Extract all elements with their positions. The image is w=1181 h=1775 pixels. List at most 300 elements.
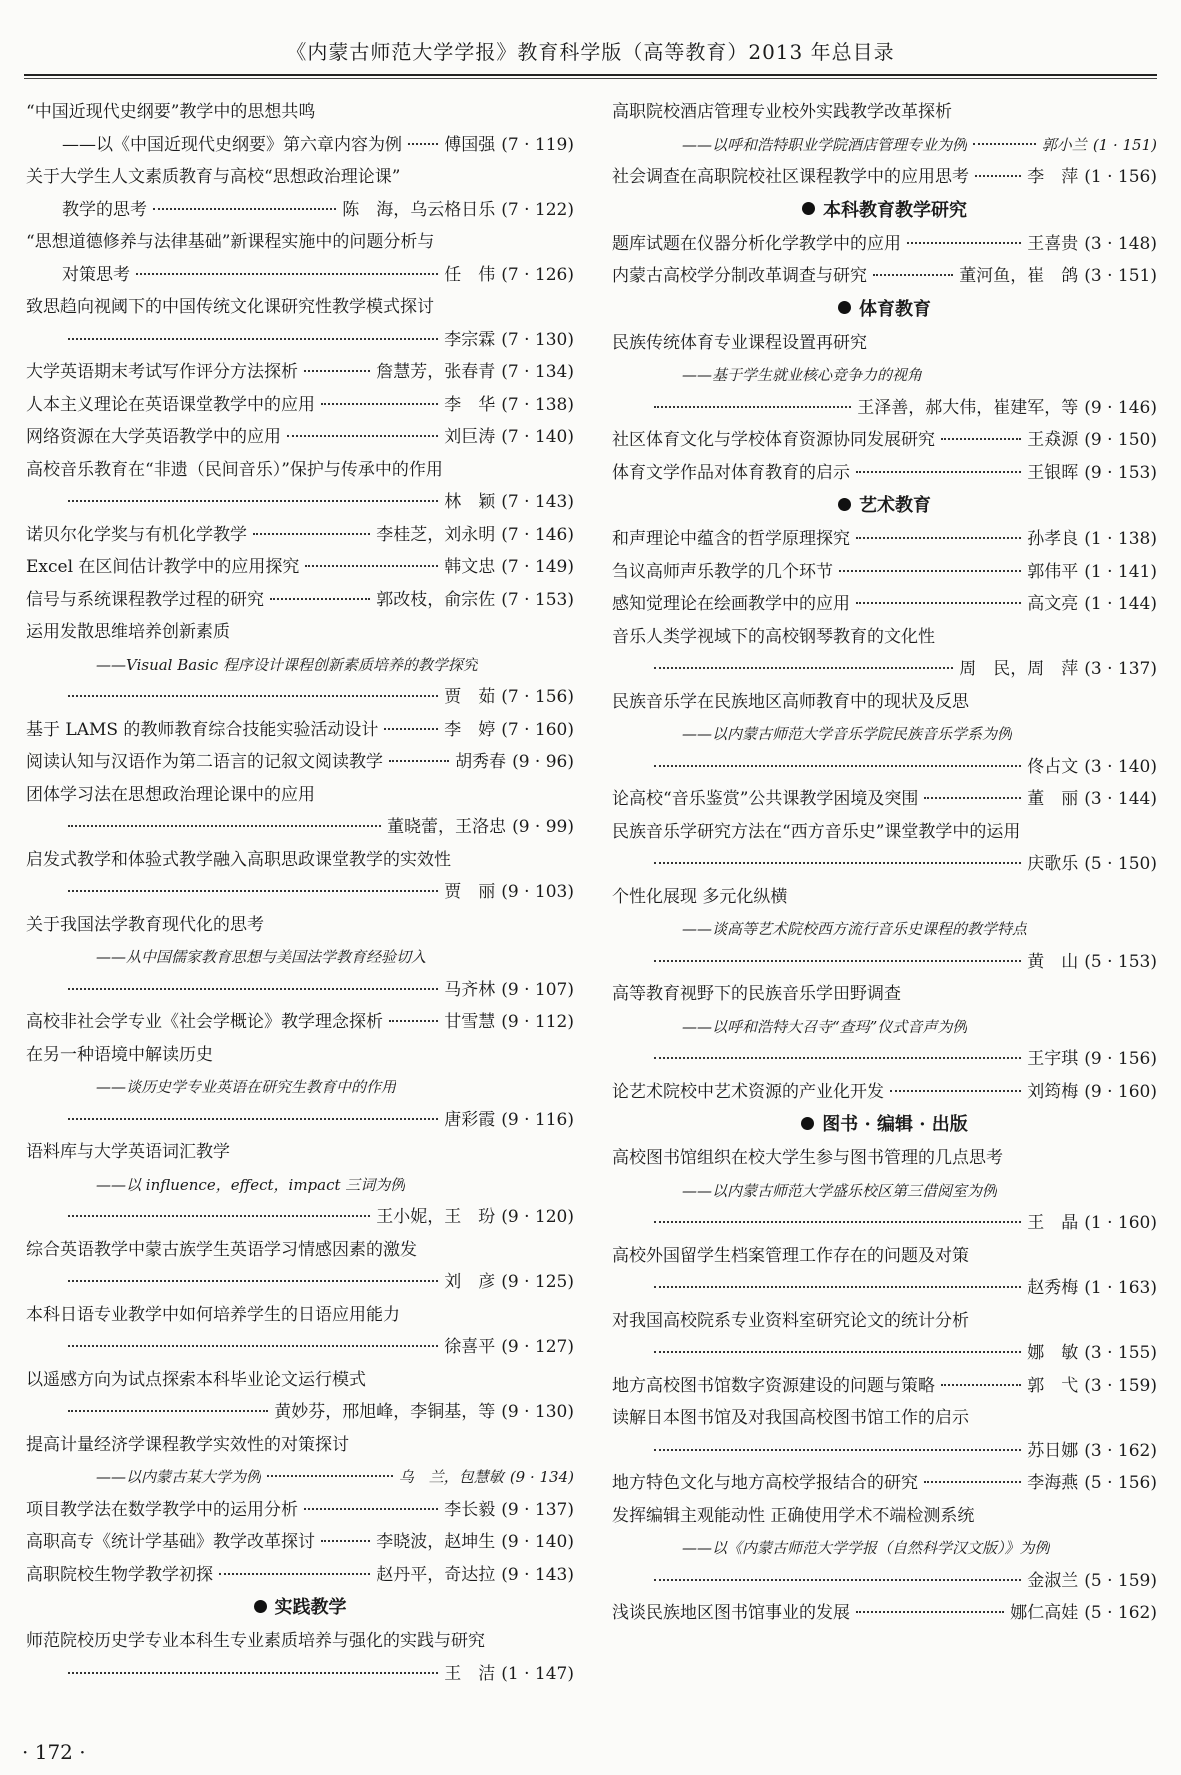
entry-page-ref: (7 · 146)	[501, 524, 574, 545]
entry-title: 高校图书馆组织在校大学生参与图书管理的几点思考	[612, 1148, 1003, 1168]
entry-title: 致思趋向视阈下的中国传统文化课研究性教学模式探讨	[26, 297, 434, 317]
entry-page-ref: (7 · 140)	[501, 427, 574, 447]
entry-author: 赵秀梅	[1027, 1278, 1079, 1298]
entry-page-ref: (1 · 144)	[1084, 594, 1157, 614]
entry-title-line	[612, 588, 1157, 621]
entry-title-line	[612, 1597, 1157, 1630]
entry-page-ref: (9 · 134)	[509, 1468, 574, 1486]
right-column	[612, 96, 1157, 1630]
leader-dots	[654, 1449, 1021, 1451]
entry-author: 王小妮，王 玢	[376, 1207, 496, 1227]
entry-author: 王猋源	[1027, 430, 1079, 450]
toc-entry[interactable]	[26, 1526, 574, 1559]
entry-title: 对我国高校院系专业资料室研究论文的统计分析	[612, 1310, 969, 1331]
journal-header: 《内蒙古师范大学学报》教育科学版（高等教育）2013 年总目录	[286, 40, 895, 64]
entry-title-line	[26, 519, 574, 552]
leader-dots	[907, 242, 1021, 244]
entry-page-ref: (7 · 160)	[501, 719, 574, 740]
entry-title: 信号与系统课程教学过程的研究	[26, 589, 264, 610]
entry-page-ref: (3 · 137)	[1084, 659, 1157, 679]
entry-title-line	[26, 1039, 574, 1072]
leader-dots	[68, 500, 438, 502]
leader-dots	[941, 1384, 1021, 1386]
leader-dots	[287, 435, 438, 437]
leader-dots	[890, 1090, 1021, 1092]
toc-entry[interactable]	[26, 779, 574, 844]
entry-title-line	[26, 1429, 574, 1462]
entry-title: 民族音乐学研究方法在“西方音乐史”课堂教学中的运用	[612, 821, 1021, 842]
entry-title: 高职院校酒店管理专业校外实践教学改革探析	[612, 102, 952, 122]
entry-page-ref: (7 · 134)	[501, 362, 574, 382]
entry-title-line	[612, 392, 1157, 425]
entry-subtitle: ——基于学生就业核心竞争力的视角	[682, 366, 923, 384]
leader-dots	[654, 1286, 1021, 1288]
leader-dots	[389, 760, 449, 762]
entry-title-line	[26, 1559, 574, 1592]
entry-title: 团体学习法在思想政治理论课中的应用	[26, 784, 315, 805]
entry-title-line	[612, 946, 1157, 979]
leader-dots	[68, 1672, 438, 1674]
entry-page-ref: (7 · 130)	[501, 329, 574, 350]
entry-page-ref: (3 · 162)	[1084, 1440, 1157, 1461]
entry-title-line	[26, 1526, 574, 1559]
section-heading	[26, 1591, 574, 1625]
toc-entry[interactable]	[26, 1234, 574, 1299]
entry-title-line	[612, 978, 1157, 1011]
toc-entry[interactable]	[26, 1299, 574, 1364]
section-heading	[612, 489, 1157, 523]
entry-title-line	[26, 746, 574, 779]
toc-entry[interactable]	[612, 1402, 1157, 1467]
leader-dots	[973, 143, 1036, 145]
toc-entry[interactable]	[612, 588, 1157, 621]
entry-author: 郭改枝，俞宗佐	[376, 589, 496, 610]
entry-title-line	[26, 1396, 574, 1429]
entry-author: 郭伟平	[1027, 561, 1079, 582]
entry-author: 郭小兰	[1041, 135, 1087, 154]
leader-dots	[68, 1215, 370, 1217]
leader-dots	[654, 862, 1021, 864]
toc-entry[interactable]	[26, 1429, 574, 1494]
entry-subtitle: ——以内蒙古师范大学音乐学院民族音乐学系为例	[682, 725, 1013, 743]
leader-dots	[68, 890, 438, 892]
entry-title-line	[612, 1565, 1157, 1598]
entry-title: 高校音乐教育在“非遗（民间音乐）”保护与传承中的作用	[26, 459, 443, 480]
entry-title: 本科日语专业教学中如何培养学生的日语应用能力	[26, 1304, 400, 1325]
entry-title-line	[26, 194, 574, 227]
entry-title-line	[26, 1299, 574, 1332]
entry-title-line	[26, 96, 574, 129]
entry-author: 黄 山	[1027, 951, 1079, 972]
section-title: 本科教育教学研究	[823, 199, 967, 221]
entry-page-ref: (9 · 130)	[501, 1402, 574, 1422]
toc-entry[interactable]	[612, 1142, 1157, 1240]
entry-subtitle: ——谈高等艺术院校西方流行音乐史课程的教学特点	[682, 920, 1028, 938]
entry-title: 语料库与大学英语词汇教学	[26, 1142, 230, 1162]
leader-dots	[153, 208, 336, 210]
header-rule	[24, 74, 1157, 76]
leader-dots	[270, 598, 370, 600]
entry-title: 大学英语期末考试写作评分方法探析	[26, 362, 298, 382]
entry-title-line	[26, 421, 574, 454]
entry-author: 孙孝良	[1027, 529, 1079, 549]
entry-title-line	[26, 1658, 574, 1691]
toc-entry[interactable]	[26, 356, 574, 389]
entry-title-line	[612, 686, 1157, 719]
entry-title: ——以《中国近现代史纲要》第六章内容为例	[62, 134, 402, 155]
leader-dots	[68, 988, 438, 990]
entry-title: 刍议高师声乐教学的几个环节	[612, 561, 833, 582]
toc-entry[interactable]	[612, 327, 1157, 425]
entry-author: 金淑兰	[1027, 1570, 1079, 1591]
toc-entry[interactable]	[26, 746, 574, 779]
entry-title-line	[612, 783, 1157, 816]
entry-author: 庆歌乐	[1027, 854, 1079, 874]
entry-subtitle-line	[612, 1532, 1157, 1565]
entry-title: 社区体育文化与学校体育资源协同发展研究	[612, 430, 935, 450]
entry-page-ref: (7 · 122)	[501, 199, 574, 220]
entry-author: 王银晖	[1027, 462, 1079, 483]
toc-entry[interactable]	[26, 226, 574, 291]
section-heading	[612, 1108, 1157, 1142]
leader-dots	[408, 143, 438, 145]
toc-entry[interactable]	[26, 714, 574, 747]
entry-title-line	[26, 909, 574, 942]
leader-dots	[304, 1508, 438, 1510]
entry-page-ref: (5 · 150)	[1084, 854, 1157, 874]
leader-dots	[654, 667, 953, 669]
leader-dots	[924, 797, 1021, 799]
entry-title-line	[26, 1625, 574, 1658]
entry-title-line	[612, 327, 1157, 360]
leader-dots	[304, 370, 370, 372]
entry-page-ref: (5 · 153)	[1084, 951, 1157, 972]
entry-title: 高职院校生物学教学初探	[26, 1564, 213, 1585]
entry-title: 浅谈民族地区图书馆事业的发展	[612, 1603, 850, 1623]
entry-page-ref: (9 · 150)	[1084, 430, 1157, 450]
entry-page-ref: (5 · 162)	[1084, 1603, 1157, 1623]
toc-entry[interactable]	[26, 844, 574, 909]
entry-page-ref: (9 · 146)	[1084, 397, 1157, 418]
toc-entry[interactable]	[26, 551, 574, 584]
toc-entry[interactable]	[612, 260, 1157, 293]
entry-title: 个性化展现 多元化纵横	[612, 886, 788, 907]
entry-title-line	[26, 1201, 574, 1234]
entry-author: 娜 敏	[1027, 1343, 1079, 1363]
entry-subtitle-line	[26, 1461, 574, 1494]
entry-page-ref: (9 · 107)	[501, 979, 574, 1000]
toc-entry[interactable]	[612, 161, 1157, 194]
toc-entry[interactable]	[612, 228, 1157, 261]
leader-dots	[68, 1280, 438, 1282]
entry-title-line	[612, 1207, 1157, 1240]
entry-author: 周 民，周 萍	[959, 659, 1079, 679]
entry-title: 地方特色文化与地方高校学报结合的研究	[612, 1473, 918, 1493]
leader-dots	[654, 1351, 1021, 1353]
entry-author: 贾 丽	[444, 882, 496, 902]
entry-page-ref: (9 · 125)	[501, 1272, 574, 1292]
entry-title-line	[26, 226, 574, 259]
entry-page-ref: (9 · 127)	[501, 1337, 574, 1357]
toc-entry[interactable]	[612, 96, 1157, 161]
entry-title: 高校非社会学专业《社会学概论》教学理念探析	[26, 1012, 383, 1032]
entry-title-line	[26, 844, 574, 877]
leader-dots	[321, 403, 438, 405]
section-title: 实践教学	[274, 1597, 347, 1618]
entry-page-ref: (1 · 138)	[1084, 529, 1157, 549]
entry-subtitle-line	[612, 129, 1157, 162]
entry-page-ref: (3 · 151)	[1084, 266, 1157, 286]
entry-page-ref: (9 · 96)	[512, 752, 574, 772]
leader-dots	[654, 765, 1021, 767]
entry-title-line	[612, 457, 1157, 490]
toc-entry[interactable]	[26, 421, 574, 454]
entry-page-ref: (7 · 156)	[501, 687, 574, 707]
entry-title-line	[26, 714, 574, 747]
entry-title-line	[26, 291, 574, 324]
entry-title-line	[612, 1500, 1157, 1533]
toc-entry[interactable]	[612, 686, 1157, 784]
leader-dots	[856, 1611, 1004, 1613]
entry-author: 李桂芝，刘永明	[376, 524, 496, 545]
entry-page-ref: (9 · 112)	[501, 1012, 574, 1032]
toc-entry[interactable]	[26, 616, 574, 714]
leader-dots	[654, 1579, 1021, 1581]
entry-title-line	[26, 1494, 574, 1527]
entry-title-line	[26, 1364, 574, 1397]
leader-dots	[654, 406, 851, 408]
entry-author: 王泽善，郝大伟，崔建军，等	[857, 397, 1079, 418]
leader-dots	[68, 338, 438, 340]
toc-entry[interactable]	[26, 291, 574, 356]
entry-author: 李 萍	[1027, 167, 1079, 187]
entry-author: 李宗霖	[444, 329, 496, 350]
entry-author: 李 华	[444, 394, 496, 415]
toc-entry[interactable]	[26, 1625, 574, 1690]
leader-dots	[654, 960, 1021, 962]
section-heading	[612, 194, 1157, 228]
toc-entry[interactable]	[26, 1039, 574, 1137]
toc-entry[interactable]	[26, 1364, 574, 1429]
bullet-icon	[838, 301, 851, 314]
entry-title: 论高校“音乐鉴赏”公共课教学困境及突围	[612, 789, 919, 809]
entry-author: 徐喜平	[444, 1337, 496, 1357]
entry-author: 刘 彦	[444, 1272, 496, 1292]
entry-title-line	[612, 523, 1157, 556]
entry-title: 师范院校历史学专业本科生专业素质培养与强化的实践与研究	[26, 1631, 485, 1651]
toc-entry[interactable]	[612, 1370, 1157, 1403]
entry-title-line	[612, 816, 1157, 849]
toc-entry[interactable]	[26, 96, 574, 161]
toc-entry[interactable]	[612, 783, 1157, 816]
entry-title: 关于我国法学教育现代化的思考	[26, 914, 264, 935]
entry-title: 和声理论中蕴含的哲学原理探究	[612, 529, 850, 549]
left-column	[26, 96, 574, 1690]
entry-page-ref: (1 · 163)	[1084, 1278, 1157, 1298]
entry-title-line	[26, 1266, 574, 1299]
entry-author: 董晓蕾，王洛忠	[387, 817, 507, 837]
entry-title: 内蒙古高校学分制改革调查与研究	[612, 266, 867, 286]
leader-dots	[384, 728, 438, 730]
entry-subtitle-line	[612, 718, 1157, 751]
entry-page-ref: (9 · 99)	[512, 817, 574, 837]
entry-subtitle-line	[26, 649, 574, 682]
entry-subtitle-line	[612, 913, 1157, 946]
entry-author: 王 洁	[444, 1663, 496, 1684]
entry-page-ref: (7 · 149)	[501, 557, 574, 577]
entry-page-ref: (3 · 140)	[1084, 756, 1157, 777]
entry-author: 刘筠梅	[1027, 1081, 1079, 1102]
entry-title-line	[612, 1467, 1157, 1500]
entry-subtitle: ——以内蒙古师范大学盛乐校区第三借阅室为例	[682, 1181, 998, 1200]
entry-page-ref: (1 · 156)	[1084, 167, 1157, 187]
entry-title-line	[26, 129, 574, 162]
entry-page-ref: (1 · 151)	[1092, 135, 1157, 154]
entry-title: 综合英语教学中蒙古族学生英语学习情感因素的激发	[26, 1239, 417, 1260]
entry-subtitle-line	[612, 359, 1157, 392]
entry-title: 高等教育视野下的民族音乐学田野调查	[612, 984, 901, 1004]
entry-title-line	[612, 556, 1157, 589]
toc-entry[interactable]	[612, 1500, 1157, 1598]
section-title: 艺术教育	[859, 495, 931, 516]
entry-title-line	[612, 1337, 1157, 1370]
entry-title-line	[612, 1370, 1157, 1403]
leader-dots	[321, 1540, 370, 1542]
entry-page-ref: (3 · 144)	[1084, 789, 1157, 809]
entry-title-line	[26, 389, 574, 422]
entry-author: 马齐林	[444, 979, 496, 1000]
toc-entry[interactable]	[612, 1467, 1157, 1500]
toc-entry[interactable]	[612, 424, 1157, 457]
leader-dots	[68, 1345, 438, 1347]
entry-title-line	[612, 1305, 1157, 1338]
leader-dots	[267, 1475, 393, 1477]
entry-title: 人本主义理论在英语课堂教学中的应用	[26, 394, 315, 415]
entry-subtitle: ——以呼和浩特大召寺“查玛”仪式音声为例	[682, 1017, 968, 1036]
entry-title-line	[26, 584, 574, 617]
entry-author: 李晓波，赵坤生	[376, 1532, 496, 1552]
toc-entry[interactable]	[612, 621, 1157, 686]
entry-page-ref: (9 · 143)	[501, 1564, 574, 1585]
entry-title-line	[612, 424, 1157, 457]
toc-entry[interactable]	[612, 1076, 1157, 1109]
entry-title-line	[612, 161, 1157, 194]
entry-author: 李长毅	[444, 1499, 496, 1520]
entry-title-line	[612, 621, 1157, 654]
entry-title-line	[612, 881, 1157, 914]
entry-title-line	[612, 653, 1157, 686]
entry-title-line	[26, 616, 574, 649]
entry-title-line	[26, 486, 574, 519]
leader-dots	[839, 570, 1021, 572]
toc-entry[interactable]	[612, 1240, 1157, 1305]
entry-page-ref: (5 · 156)	[1084, 1473, 1157, 1493]
entry-subtitle-line	[26, 1169, 574, 1202]
entry-subtitle-line	[612, 1011, 1157, 1044]
entry-author: 王 晶	[1027, 1213, 1079, 1233]
entry-author: 王喜贵	[1027, 233, 1079, 254]
entry-title-line	[26, 876, 574, 909]
leader-dots	[873, 274, 953, 276]
entry-title: 关于大学生人文素质教育与高校“思想政治理论课”	[26, 167, 401, 187]
toc-entry[interactable]	[612, 523, 1157, 556]
entry-title-line	[26, 779, 574, 812]
leader-dots	[924, 1481, 1021, 1483]
toc-entry[interactable]	[612, 816, 1157, 881]
entry-page-ref: (7 · 143)	[501, 492, 574, 512]
toc-entry[interactable]	[612, 1305, 1157, 1370]
entry-title-line	[612, 260, 1157, 293]
toc-entry[interactable]	[612, 978, 1157, 1076]
entry-author: 贾 茹	[444, 687, 496, 707]
entry-author: 胡秀春	[455, 752, 507, 772]
entry-subtitle: ——以呼和浩特职业学院酒店管理专业为例	[682, 135, 968, 154]
entry-author: 韩文忠	[444, 557, 496, 577]
entry-title-line	[26, 974, 574, 1007]
leader-dots	[68, 825, 381, 827]
entry-title-line	[612, 1402, 1157, 1435]
toc-entry[interactable]	[26, 1136, 574, 1234]
entry-page-ref: (7 · 119)	[501, 134, 574, 155]
entry-author: 李 婷	[444, 719, 496, 740]
entry-title: 以遥感方向为试点探索本科毕业论文运行模式	[26, 1369, 366, 1390]
bullet-icon	[254, 1600, 267, 1613]
section-heading	[612, 293, 1157, 327]
entry-subtitle: ——以《内蒙古师范大学学报（自然科学汉文版）》为例	[682, 1539, 1050, 1557]
entry-page-ref: (9 · 116)	[501, 1109, 574, 1130]
toc-entry[interactable]	[26, 1494, 574, 1527]
toc-entry[interactable]	[26, 454, 574, 519]
toc-entry[interactable]	[26, 584, 574, 617]
entry-title: 基于 LAMS 的教师教育综合技能实验活动设计	[26, 719, 379, 740]
toc-entry[interactable]	[26, 389, 574, 422]
toc-entry[interactable]	[26, 1006, 574, 1039]
toc-entry[interactable]	[612, 881, 1157, 979]
entry-title-line	[612, 751, 1157, 784]
entry-subtitle-line	[612, 1175, 1157, 1208]
entry-title-line	[612, 228, 1157, 261]
entry-title-line	[26, 1006, 574, 1039]
entry-title: 阅读认知与汉语作为第二语言的记叙文阅读教学	[26, 752, 383, 772]
toc-entry[interactable]	[26, 519, 574, 552]
entry-author: 甘雪慧	[444, 1012, 496, 1032]
toc-entry[interactable]	[26, 1559, 574, 1592]
toc-entry[interactable]	[612, 457, 1157, 490]
entry-page-ref: (9 · 156)	[1084, 1049, 1157, 1069]
entry-title: 感知觉理论在绘画教学中的应用	[612, 594, 850, 614]
leader-dots	[654, 1057, 1021, 1059]
leader-dots	[219, 1573, 370, 1575]
leader-dots	[856, 537, 1021, 539]
entry-title-line	[26, 161, 574, 194]
entry-author: 陈 海，乌云格日乐	[342, 199, 496, 220]
entry-page-ref: (7 · 138)	[501, 394, 574, 415]
entry-title: 题库试题在仪器分析化学教学中的应用	[612, 233, 901, 254]
toc-entry[interactable]	[612, 556, 1157, 589]
leader-dots	[68, 695, 438, 697]
entry-title: 对策思考	[62, 264, 130, 285]
entry-author: 王宇琪	[1027, 1049, 1079, 1069]
entry-page-ref: (1 · 160)	[1084, 1213, 1157, 1233]
entry-title-line	[612, 1435, 1157, 1468]
toc-entry[interactable]	[612, 1597, 1157, 1630]
entry-title: 高校外国留学生档案管理工作存在的问题及对策	[612, 1245, 969, 1266]
entry-subtitle-line	[26, 941, 574, 974]
entry-author: 刘巨涛	[444, 427, 496, 447]
toc-entry[interactable]	[26, 161, 574, 226]
entry-title: 项目教学法在数学教学中的运用分析	[26, 1499, 298, 1520]
toc-entry[interactable]	[26, 909, 574, 1007]
